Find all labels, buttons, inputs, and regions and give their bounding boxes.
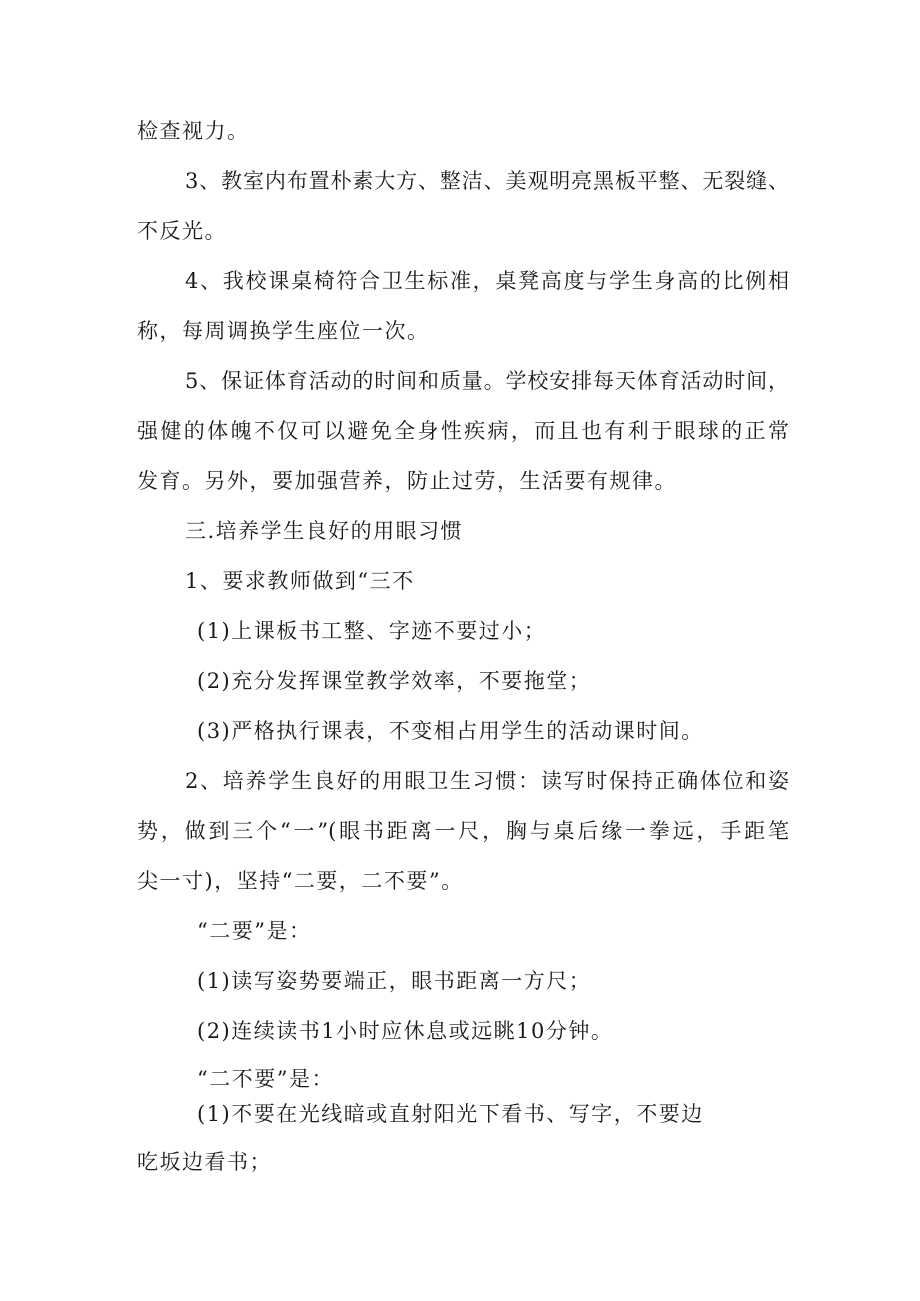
list-item: (1)读写姿势要端正，眼书距离一方尺； bbox=[197, 969, 592, 993]
text-line: 称，每周调换学生座位一次。 bbox=[137, 319, 430, 343]
text-line: 发育。另外，要加强营养，防止过劳，生活要有规律。 bbox=[137, 469, 677, 493]
text-line: 吃坂边看书； bbox=[137, 1150, 272, 1174]
text-line: 尖一寸)，坚持“二要，二不要”。 bbox=[137, 869, 464, 893]
text-line: 2、培养学生良好的用眼卫生习惯：读写时保持正确体位和姿 bbox=[185, 769, 789, 793]
section-heading: 三.培养学生良好的用眼习惯 bbox=[185, 519, 464, 543]
text-line: 不反光。 bbox=[137, 219, 227, 243]
list-item: (1)上课板书工整、字迹不要过小； bbox=[197, 619, 547, 643]
text-line: 势，做到三个“一”(眼书距离一尺，胸与桌后缘一拳远，手距笔 bbox=[137, 819, 789, 843]
text-line: 3、教室内布置朴素大方、整洁、美观明亮黑板平整、无裂缝、 bbox=[185, 169, 789, 193]
text-line: “二要”是： bbox=[197, 919, 312, 943]
list-item: (2)连续读书1小时应休息或远眺10分钟。 bbox=[197, 1019, 614, 1043]
text-line: “二不要”是： bbox=[197, 1067, 334, 1091]
text-line: 4、我校课桌椅符合卫生标准，桌凳高度与学生身高的比例相 bbox=[185, 269, 789, 293]
text-line: 1、要求教师做到“三不 bbox=[185, 569, 415, 593]
list-item: (3)严格执行课表，不变相占用学生的活动课时间。 bbox=[197, 719, 704, 743]
list-item: (2)充分发挥课堂教学效率，不要拖堂； bbox=[197, 669, 592, 693]
text-line: 检查视力。 bbox=[137, 119, 250, 143]
text-line: 5、保证体育活动的时间和质量。学校安排每天体育活动时间， bbox=[185, 369, 789, 393]
list-item: (1)不要在光线暗或直射阳光下看书、写字，不要边 bbox=[197, 1102, 704, 1126]
text-line: 强健的体魄不仅可以避免全身性疾病，而且也有利于眼球的正常 bbox=[137, 419, 789, 443]
